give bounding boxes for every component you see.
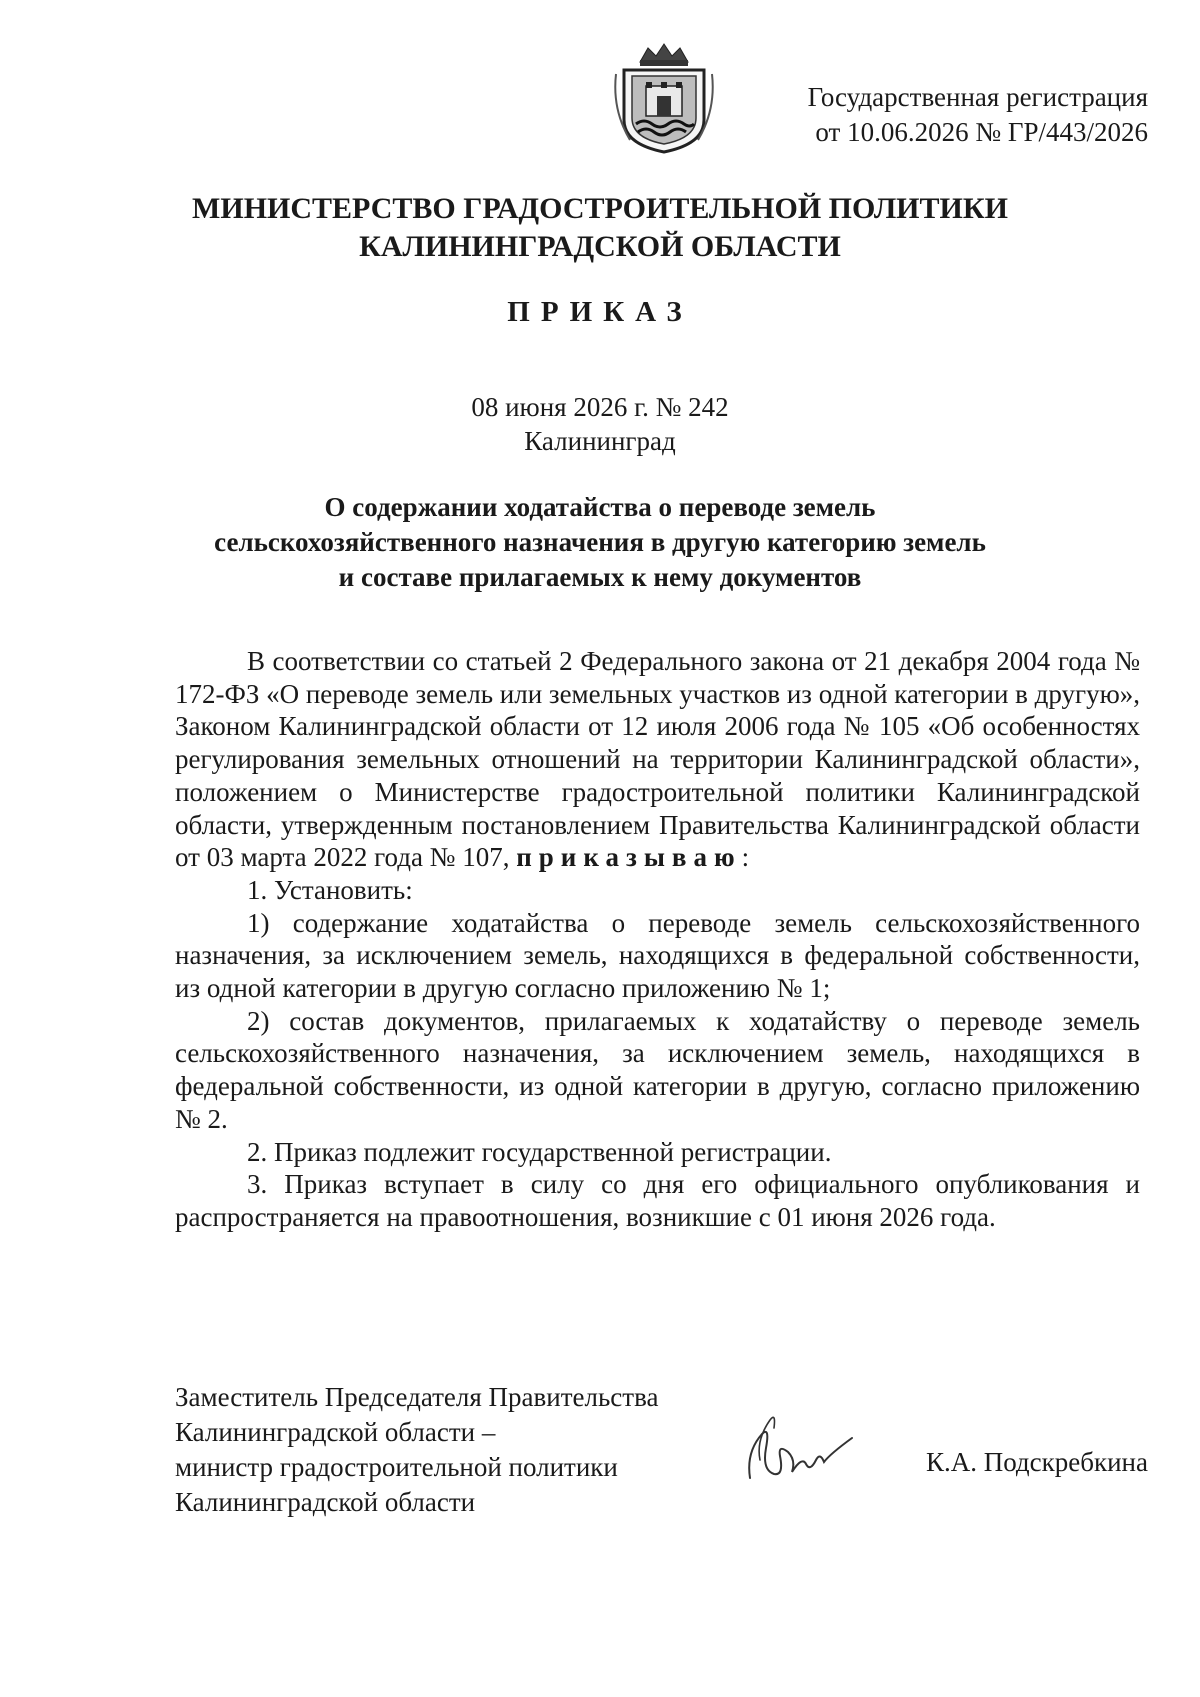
item-1: 1. Установить: [247, 874, 413, 905]
signatory-name: К.А. Подскребкина [925, 1447, 1148, 1477]
signatory-title-line: Калининградской области – [175, 1417, 496, 1447]
document-body [175, 645, 1140, 1234]
subject-line: и составе прилагаемых к нему документов [338, 562, 862, 592]
signatory-title-line: министр градостроительной политики [175, 1452, 618, 1482]
document-type: ПРИКАЗ [507, 296, 693, 328]
ministry-title-line: КАЛИНИНГРАДСКОЙ ОБЛАСТИ [359, 230, 841, 263]
item-1-1: 1) содержание ходатайства о переводе земель сельскохозяйственного назначения, за исключением земель, находящихся в федеральной собственности, из одной категории в другую согласно приложению № 1; [175, 907, 1140, 1004]
subject-line: О содержании ходатайства о переводе земель [324, 492, 876, 522]
signatory-title-line: Калининградской области [175, 1487, 476, 1517]
preamble-text: В соответствии со статьей 2 Федерального закона от 21 декабря 2004 года № 172-ФЗ «О переводе земель или земельных участков из одной категории в другую», Законом Калининградской области от 12 июля 2006 года № 105 «Об особенностях регулирования земельных отношений на территории Калининградской области», положением о Министерстве градостроительной политики Калининградской области, утвержденным постановлением Правительства Калининградской области от 03 марта 2022 года № 107, [175, 646, 1141, 873]
subject-line: сельскохозяйственного назначения в другую категорию земель [214, 527, 986, 557]
handwritten-signature [740, 1400, 860, 1500]
registration-line: Государственная регистрация [807, 82, 1148, 112]
item-2: 2. Приказ подлежит государственной регистрации. [247, 1136, 832, 1167]
city: Калининград [524, 426, 676, 456]
signatory-title-line: Заместитель Председателя Правительства [175, 1382, 659, 1412]
date-number: 08 июня 2026 г. № 242 [471, 392, 729, 422]
order-word: приказываю [516, 842, 742, 873]
registration-info [688, 80, 1148, 150]
signatory-title [175, 1380, 658, 1520]
ministry-title-line: МИНИСТЕРСТВО ГРАДОСТРОИТЕЛЬНОЙ ПОЛИТИКИ [192, 192, 1008, 225]
item-3: 3. Приказ вступает в силу со дня его официального опубликования и распространяется на правоотношения, возникшие с 01 июня 2026 года. [175, 1169, 1140, 1232]
item-1-2: 2) состав документов, прилагаемых к ходатайству о переводе земель сельскохозяйственного назначения, за исключением земель, находящихся в федеральной собственности, из одной категории в другую, согласно приложению № 2. [175, 1005, 1140, 1134]
order-colon: : [741, 842, 750, 873]
preamble-paragraph [175, 645, 1140, 874]
document-subject [0, 490, 1200, 595]
registration-number: от 10.06.2026 № ГР/443/2026 [815, 117, 1148, 147]
date-and-place [0, 390, 1200, 458]
ministry-title [0, 190, 1200, 266]
